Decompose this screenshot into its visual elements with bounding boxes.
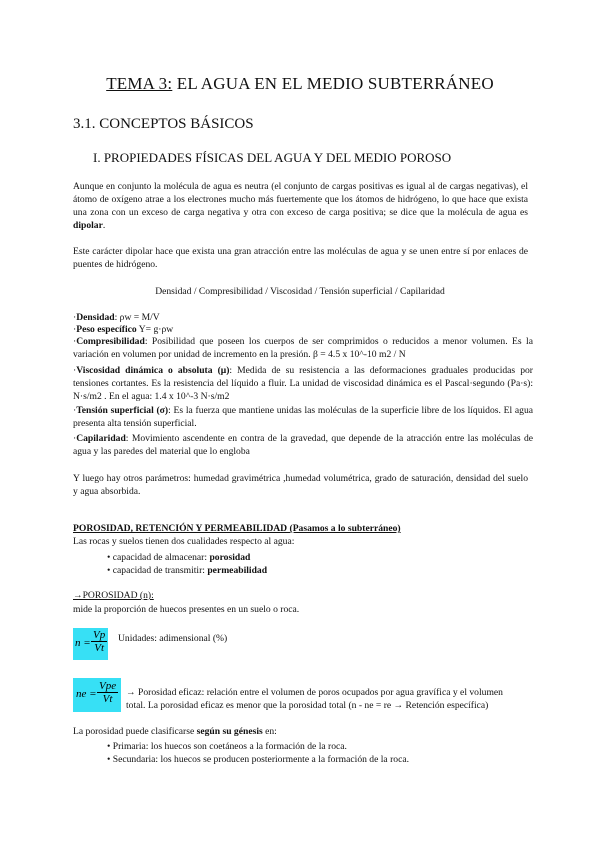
def-viscosity: ·Viscosidad dinámica o absoluta (μ): Medida de su resistencia a las deformaciones graduales producidas por tensiones cortantes. Es la resistencia del líquido a fluir. La unidad de viscosidad dinámica es el Pascal·segundo (Pa·s): N·s/m2 . En el agua: 1.4 x 10^-3 N·s/m2 xyxy=(73,365,533,402)
other-params-paragraph: Y luego hay otros parámetros: humedad gravimétrica ,humedad volumétrica, grado de saturación, densidad del suelo y agua absorbida. xyxy=(73,473,528,497)
list-item-bold: permeabilidad xyxy=(207,565,268,576)
effective-porosity-text-2: total. La porosidad eficaz es menor que la porosidad total (n - ne = re → Retención específica) xyxy=(126,700,489,711)
genesis-intro-text: La porosidad puede clasificarse xyxy=(73,726,197,737)
intro-paragraph-2: Este carácter dipolar hace que exista una gran atracción entre las moléculas de agua y se unen entre sí por enlaces de puentes de hidrógeno. xyxy=(73,246,528,270)
intro-p1-end: . xyxy=(102,220,106,231)
list-item: • Primaria: los huecos son coetáneos a la formación de la roca. xyxy=(107,741,347,752)
porosity-label xyxy=(73,589,533,602)
title-rest: EL AGUA EN EL MEDIO SUBTERRÁNEO xyxy=(172,74,494,93)
qualities-intro: Las rocas y suelos tienen dos cualidades respecto al agua: xyxy=(73,536,295,547)
page-title xyxy=(0,74,600,94)
genesis-intro xyxy=(73,725,533,738)
intro-paragraph-1 xyxy=(73,180,528,232)
list-item: • capacidad de almacenar: porosidad xyxy=(107,552,251,563)
def-text: Y= g·ρw xyxy=(136,324,174,335)
def-term: Densidad xyxy=(76,312,115,323)
def-density: ·Densidad: ρw = M/V xyxy=(73,312,160,323)
list-item: • capacidad de transmitir: permeabilidad xyxy=(107,565,268,576)
porosity-units: Unidades: adimensional (%) xyxy=(118,633,228,644)
porosity-label-text: →POROSIDAD (n): xyxy=(73,590,154,601)
subsection-heading: I. PROPIEDADES FÍSICAS DEL AGUA Y DEL MEDIO POROSO xyxy=(93,150,452,165)
formula-denominator: Vt xyxy=(94,642,104,654)
formula-numerator: Vpe xyxy=(99,680,117,692)
formula-denominator: Vt xyxy=(102,693,113,705)
intro-p1-bold: dipolar xyxy=(73,220,103,231)
def-term: Peso específico xyxy=(76,324,137,335)
effective-porosity-text-1: → Porosidad eficaz: relación entre el volumen de poros ocupados por agua gravífica y el volumen xyxy=(126,687,503,698)
def-capillarity: ·Capilaridad: Movimiento ascendente en contra de la gravedad, que depende de la atracción entre las moléculas de agua y las paredes del material que lo engloba xyxy=(73,433,533,457)
formula-fraction xyxy=(91,629,107,654)
def-term: Compresibilidad xyxy=(76,336,145,347)
section-heading: 3.1. CONCEPTOS BÁSICOS xyxy=(73,116,254,132)
porosity-heading: POROSIDAD, RETENCIÓN Y PERMEABILIDAD (Pasamos a lo subterráneo) xyxy=(73,523,401,534)
def-text: : Medida de su resistencia a las deformaciones graduales producidas por tensiones cortantes. Es la resistencia del líquido a fluir. La unidad de viscosidad dinámica es el Pascal·segundo (Pa·s): N·s/m2 . En el agua: 1.4 x 10^-3 N·s/m2 xyxy=(73,365,533,402)
porosity-definition: mide la proporción de huecos presentes en un suelo o roca. xyxy=(73,604,300,615)
def-text: : Movimiento ascendente en contra de la gravedad, que depende de la atracción entre las moléculas de agua y las paredes del material que lo engloba xyxy=(73,433,533,457)
formula-lhs: n = xyxy=(75,637,91,649)
formula-fraction xyxy=(97,680,118,705)
formula-lhs: ne = xyxy=(76,688,97,700)
list-item-bold: porosidad xyxy=(209,552,251,563)
genesis-intro-bold: según su génesis xyxy=(196,726,263,737)
def-text: : Posibilidad que poseen los cuerpos de ser comprimidos o reducidos a menor volumen. Es la variación en volumen por unidad de incremento en la presión. β = 4.5 x 10^-10 m2 / N xyxy=(73,336,533,360)
porosity-formula xyxy=(73,628,108,660)
def-term: Tensión superficial (σ) xyxy=(76,405,169,416)
intro-p1-text: Aunque en conjunto la molécula de agua es neutra (el conjunto de cargas positivas es igual al de cargas negativas), el átomo de oxígeno atrae a los electrones mucho más fuertemente que los átomos de hidrógeno, lo que hace que exista una zona con un exceso de carga negativa y otra con exceso de carga positiva; se dice que la molécula de agua es xyxy=(73,181,528,218)
def-text: : Es la fuerza que mantiene unidas las moléculas de la superficie libre de los líquidos. El agua presenta alta tensión superficial. xyxy=(73,405,533,429)
list-item-text: capacidad de almacenar: xyxy=(112,552,210,563)
formula-numerator: Vp xyxy=(93,629,106,641)
def-specific-weight: ·Peso específico Y= g·ρw xyxy=(73,324,174,335)
title-prefix: TEMA 3: xyxy=(106,74,173,93)
list-item-text: Secundaria: los huecos se producen posteriormente a la formación de la roca. xyxy=(112,754,409,765)
def-compressibility: ·Compresibilidad: Posibilidad que poseen los cuerpos de ser comprimidos o reducidos a menor volumen. Es la variación en volumen por unidad de incremento en la presión. β = 4.5 x 10^-10 m2 / N xyxy=(73,336,533,360)
def-term: Viscosidad dinámica o absoluta (μ) xyxy=(76,365,230,376)
list-item-text: Primaria: los huecos son coetáneos a la formación de la roca. xyxy=(112,741,347,752)
def-text: : ρw = M/V xyxy=(114,312,160,323)
properties-line: Densidad / Compresibilidad / Viscosidad / Tensión superficial / Capilaridad xyxy=(155,286,445,297)
effective-porosity-formula xyxy=(73,678,121,712)
def-term: Capilaridad xyxy=(76,433,126,444)
def-surface-tension: ·Tensión superficial (σ): Es la fuerza que mantiene unidas las moléculas de la superficie libre de los líquidos. El agua presenta alta tensión superficial. xyxy=(73,405,533,429)
list-item-text: capacidad de transmitir: xyxy=(112,565,208,576)
list-item: • Secundaria: los huecos se producen posteriormente a la formación de la roca. xyxy=(107,754,409,765)
genesis-intro-end: en: xyxy=(262,726,277,737)
